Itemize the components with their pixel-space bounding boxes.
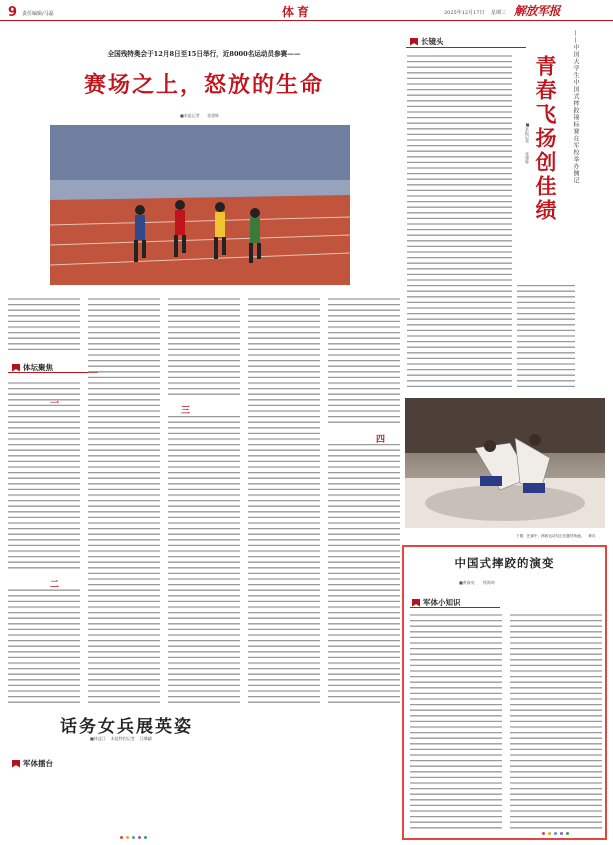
right-body-text-lines: [405, 52, 605, 530]
photo-caption: [516, 534, 595, 539]
page-number: 9: [8, 5, 18, 20]
tag-marker-icon: [410, 38, 418, 46]
women-story-title: 话务女兵展英姿: [60, 717, 193, 737]
military-knowledge-label: 军体小知识: [423, 598, 461, 607]
vertical-subheadline: ——中国大学生中国式摔跤锦标赛在军校举办侧记: [572, 30, 579, 184]
byline-a: ■黄森亮: [459, 580, 475, 585]
body-text-lines: [8, 295, 400, 715]
tag-marker-icon: [12, 760, 20, 768]
section-numeral-3: 三: [181, 406, 191, 416]
long-lens-label: 长镜头: [421, 37, 444, 46]
military-arena-tag: [12, 758, 53, 769]
tag-marker-icon: [412, 599, 420, 607]
issue-weekday: 星期三: [491, 10, 507, 16]
lead-photo: [50, 125, 350, 285]
section-numeral-1: 一: [50, 399, 60, 409]
photo-caption-text: 下图：比赛中，摔跤运动员正在激烈角逐。: [516, 534, 585, 538]
vertical-headline: 青春飞扬创佳绩: [533, 55, 557, 223]
sports-focus-label: 体坛聚焦: [23, 363, 53, 372]
wrestling-evolution-box: [402, 545, 607, 840]
lead-byline: [180, 113, 219, 119]
women-story-byline: [90, 736, 152, 742]
newspaper-logo: 解放军报: [514, 4, 561, 18]
byline-b: 徐海坤: [482, 580, 495, 585]
vertical-byline-label: ■本报记者: [525, 122, 530, 143]
vertical-byline-name: 张建辉: [525, 152, 530, 165]
long-lens-tag: [410, 36, 444, 47]
section-numeral-2: 二: [50, 580, 60, 590]
box-text-lines: [410, 611, 602, 831]
wrestling-box-byline: [459, 580, 495, 586]
issue-date: 2025年12月17日: [444, 10, 485, 16]
lead-kicker: 全国残特奥会于12月8日至15日举行，近8000名运动员参赛——: [107, 50, 301, 58]
right-body-columns: [405, 52, 605, 530]
lead-title: 赛场之上，怒放的生命: [83, 73, 324, 98]
page-end-dots: [120, 836, 147, 839]
race-scene-illustration: [50, 125, 350, 285]
wrestling-box-title: 中国式摔跤的演变: [454, 556, 555, 570]
photo-credit: 黄宾: [588, 534, 596, 538]
end-dots: [542, 832, 569, 835]
byline-b: 本报特约记者: [110, 736, 135, 741]
military-arena-label: 军体擂台: [23, 759, 53, 768]
byline-prefix: ■本报记者: [180, 113, 200, 118]
byline-name: 张建辉: [207, 113, 220, 118]
byline-a: ■林益江: [90, 736, 106, 741]
page-editor: 责任编辑/马磊: [22, 11, 54, 17]
section-title: 体育: [282, 5, 313, 19]
section-numeral-4: 四: [376, 435, 386, 445]
byline-c: 汪肇翩: [139, 736, 152, 741]
lead-body-columns: [8, 295, 400, 715]
